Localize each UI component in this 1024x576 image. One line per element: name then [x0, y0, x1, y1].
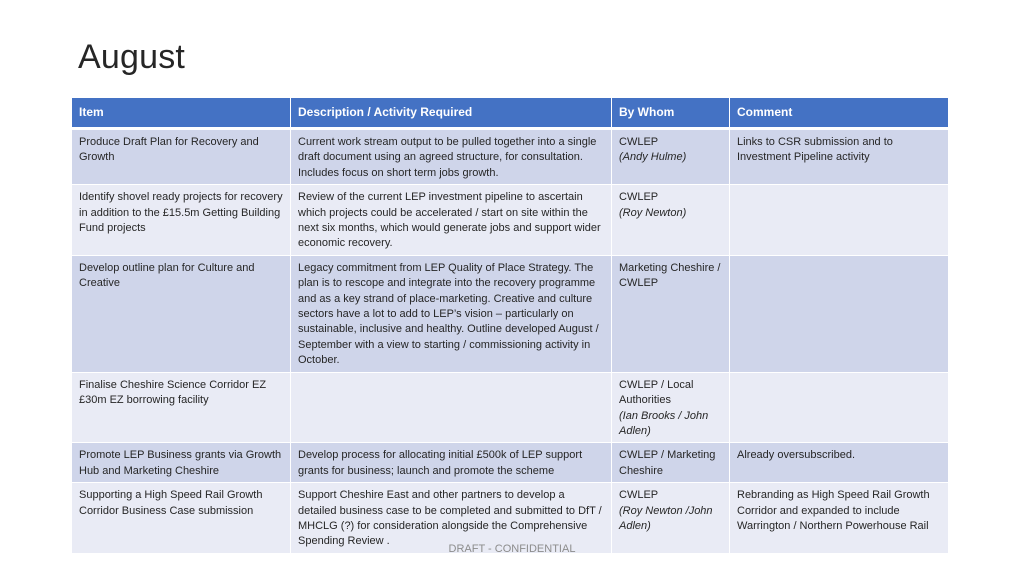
by-whom-cell: [612, 185, 730, 256]
by-whom-cell: [612, 443, 730, 483]
comment-cell: Already oversubscribed.: [730, 443, 949, 483]
comment-cell: [730, 255, 949, 372]
by-whom-person: (Andy Hulme): [619, 151, 687, 164]
column-header-item: Item: [72, 98, 291, 129]
description-cell: Review of the current LEP investment pipeline to ascertain which projects could be accelerated / start on site within the next six months, which would generate jobs and support wider economic recovery.: [291, 185, 612, 256]
item-cell: Develop outline plan for Culture and Creative: [72, 255, 291, 372]
column-header-by-whom: By Whom: [612, 98, 730, 129]
by-whom-person: (Roy Newton /John Adlen): [619, 504, 713, 532]
comment-cell: Links to CSR submission and to Investment Pipeline activity: [730, 129, 949, 185]
by-whom-org: CWLEP: [619, 489, 659, 502]
table-row: [72, 255, 949, 372]
table-row: [72, 443, 949, 483]
by-whom-cell: [612, 372, 730, 443]
table-row: [72, 185, 949, 256]
table-row: [72, 129, 949, 185]
comment-cell: Rebranding as High Speed Rail Growth Corridor and expanded to include Warrington / Northern Powerhouse Rail: [730, 483, 949, 554]
by-whom-person: (Roy Newton): [619, 206, 687, 219]
description-cell: [291, 372, 612, 443]
table-row: [72, 372, 949, 443]
description-cell: Legacy commitment from LEP Quality of Place Strategy. The plan is to rescope and integrate into the recovery programme and as a key strand of place-marketing. Creative and culture sectors have a lot to add to LEP’s vision – particularly on sustainable, inclusive and healthy. Outline developed August / September with a view to starting / commissioning activity in October.: [291, 255, 612, 372]
by-whom-org: CWLEP / Marketing Cheshire: [619, 449, 716, 477]
slide-title: August: [78, 38, 186, 76]
table-header-row: [72, 98, 949, 129]
item-cell: Produce Draft Plan for Recovery and Growth: [72, 129, 291, 185]
item-cell: Supporting a High Speed Rail Growth Corridor Business Case submission: [72, 483, 291, 554]
activity-table: [71, 97, 949, 554]
description-cell: Develop process for allocating initial £500k of LEP support grants for business; launch and promote the scheme: [291, 443, 612, 483]
column-header-description: Description / Activity Required: [291, 98, 612, 129]
by-whom-person: (Ian Brooks / John Adlen): [619, 409, 709, 437]
by-whom-org: CWLEP: [619, 191, 659, 204]
item-cell: Finalise Cheshire Science Corridor EZ £30m EZ borrowing facility: [72, 372, 291, 443]
item-cell: Promote LEP Business grants via Growth Hub and Marketing Cheshire: [72, 443, 291, 483]
by-whom-org: CWLEP: [619, 136, 659, 148]
item-cell: Identify shovel ready projects for recovery in addition to the £15.5m Getting Building Fund projects: [72, 185, 291, 256]
by-whom-org: Marketing Cheshire / CWLEP: [619, 261, 721, 290]
description-cell: Support Cheshire East and other partners to develop a detailed business case to be completed and submitted to DfT / MHCLG (?) for consideration alongside the Comprehensive Spending Review .: [291, 483, 612, 554]
comment-cell: [730, 185, 949, 256]
by-whom-cell: [612, 129, 730, 185]
comment-cell: [730, 372, 949, 443]
footer-label: DRAFT - CONFIDENTIAL: [448, 543, 576, 555]
column-header-comment: Comment: [730, 98, 949, 129]
description-cell: Current work stream output to be pulled together into a single draft document using an agreed structure, for consultation. Includes focus on short term jobs growth.: [291, 129, 612, 185]
by-whom-cell: [612, 255, 730, 372]
by-whom-org: CWLEP / Local Authorities: [619, 378, 694, 407]
